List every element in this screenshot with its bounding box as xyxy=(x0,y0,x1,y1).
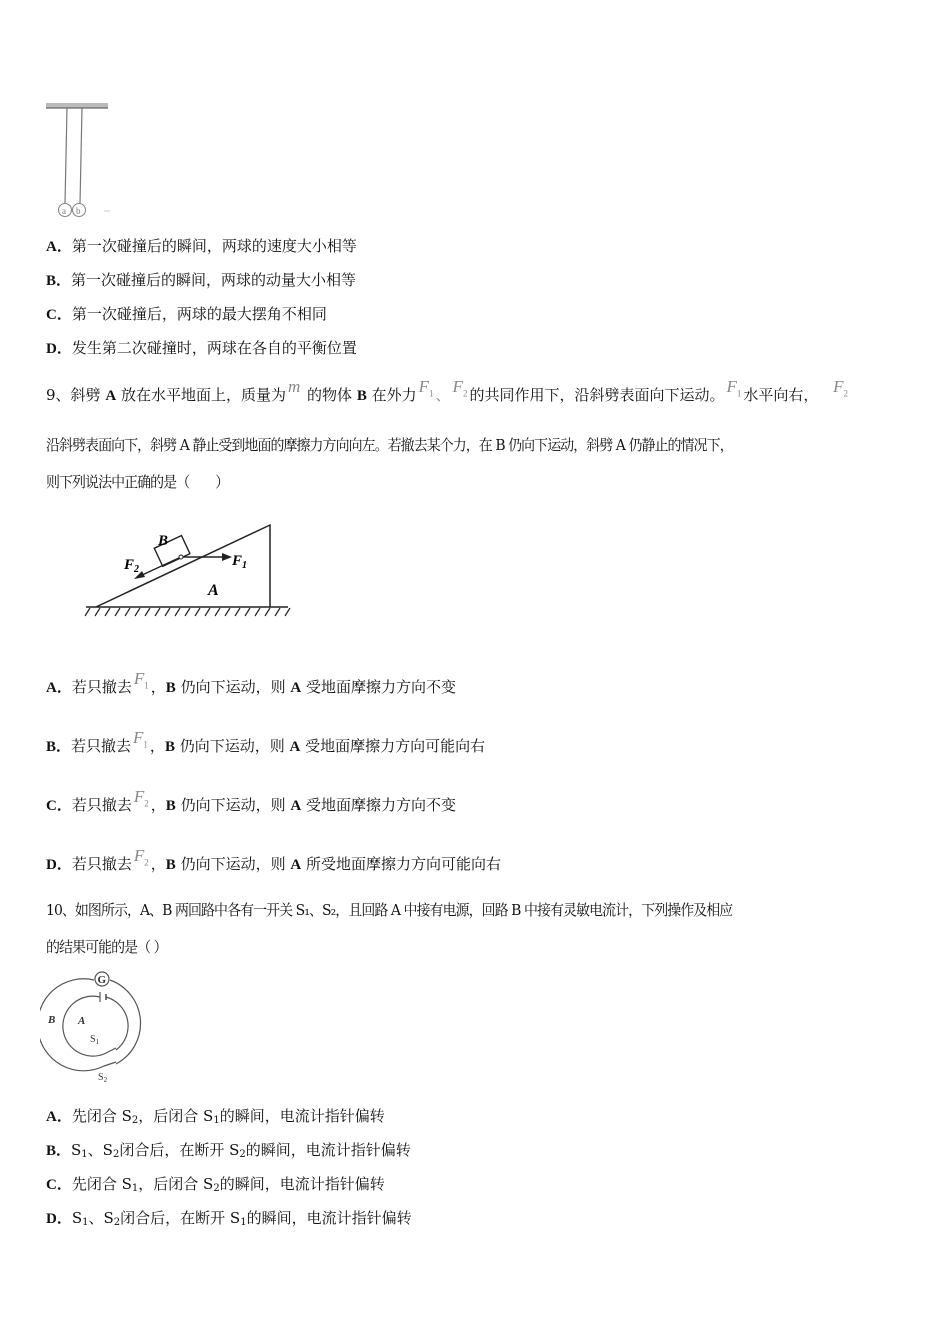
text: S xyxy=(71,1141,82,1159)
ball-b-label: b xyxy=(76,206,81,216)
option-text: 第一次碰撞后，两球的最大摆角不相同 xyxy=(71,305,327,323)
s-symbol: S xyxy=(98,1072,104,1083)
subscript: 2 xyxy=(239,1149,246,1160)
label-a: A xyxy=(290,680,302,696)
f-symbol: F xyxy=(133,728,144,747)
option-text: 第一次碰撞后的瞬间，两球的速度大小相等 xyxy=(71,237,357,255)
galvanometer-label: G xyxy=(97,974,107,986)
s-symbol: S xyxy=(90,1034,96,1045)
text: 仍向下运动，则 xyxy=(180,796,286,814)
option-label: A． xyxy=(46,1109,72,1125)
label-b: B xyxy=(158,533,169,549)
q9-stem-line1 xyxy=(46,377,850,411)
text: 的瞬间，电流计指针偏转 xyxy=(219,1175,385,1193)
q8-option-d[interactable] xyxy=(46,338,357,359)
option-label: D． xyxy=(46,1211,72,1227)
q9-option-b[interactable] xyxy=(46,728,486,762)
label-b: B xyxy=(165,857,176,873)
loop-b-label: B xyxy=(48,1014,56,1026)
math-m xyxy=(286,377,302,396)
incline-figure xyxy=(84,515,294,625)
switch-s2-label xyxy=(98,1072,108,1084)
q10-option-c[interactable] xyxy=(46,1174,385,1199)
q10-option-d[interactable] xyxy=(46,1208,412,1233)
option-label: D． xyxy=(46,857,72,873)
f-symbol: F xyxy=(452,377,463,396)
text: ，后闭合 S xyxy=(138,1175,214,1193)
f-sub: 2 xyxy=(462,388,468,399)
subscript: 1 xyxy=(240,1217,247,1228)
text: 、S xyxy=(87,1141,113,1159)
option-text: 第一次碰撞后的瞬间，两球的动量大小相等 xyxy=(71,271,357,289)
text: 9、斜劈 xyxy=(46,386,101,404)
label-f1 xyxy=(231,553,247,571)
text: 若只撤去 xyxy=(71,678,132,696)
option-label: C． xyxy=(46,1177,72,1193)
text: 仍向下运动，则 xyxy=(180,678,286,696)
text: 的瞬间，电流计指针偏转 xyxy=(245,1141,411,1159)
subscript: 1 xyxy=(81,1149,88,1160)
f-sub: 1 xyxy=(143,739,148,750)
q10-option-a[interactable] xyxy=(46,1106,385,1131)
math-f1 xyxy=(724,377,743,399)
text: 闭合后，在断开 S xyxy=(119,1141,240,1159)
f-symbol: F xyxy=(726,377,737,396)
text: ， xyxy=(150,855,166,873)
q9-stem-line3: 则下列说法中正确的是（ ） xyxy=(46,473,229,491)
option-label: B． xyxy=(46,1143,72,1159)
q9-stem-line2: 沿斜劈表面向下，斜劈 A 静止受到地面的摩擦力方向向左。若撤去某个力，在 B 仍向下运动，斜劈 A 仍静止的情况下， xyxy=(46,436,733,454)
f-symbol: F xyxy=(133,787,145,806)
ball-a-label: a xyxy=(62,206,66,216)
label-b: B xyxy=(165,798,176,814)
f-symbol: F xyxy=(133,846,145,865)
q8-option-a[interactable] xyxy=(46,236,357,257)
text: 受地面摩擦力方向不变 xyxy=(305,678,456,696)
text: 的物体 xyxy=(307,386,353,404)
q9-option-d[interactable] xyxy=(46,846,501,880)
label-b: B xyxy=(356,388,367,404)
option-label: A． xyxy=(46,680,72,696)
f-sub: 1 xyxy=(429,388,434,399)
text: S xyxy=(71,1209,83,1227)
text: ， xyxy=(150,796,166,814)
subscript: 2 xyxy=(131,1115,139,1126)
f-symbol: F xyxy=(133,669,145,688)
f-sub: 2 xyxy=(843,388,849,399)
text: 受地面摩擦力方向不变 xyxy=(305,796,456,814)
text: 仍向下运动，则 xyxy=(180,855,286,873)
text: 闭合后，在断开 S xyxy=(120,1209,241,1227)
text: ，后闭合 S xyxy=(138,1107,214,1125)
math-f xyxy=(132,846,151,868)
subscript: 2 xyxy=(112,1149,120,1160)
math-f xyxy=(132,787,151,809)
m-symbol: m xyxy=(287,377,301,396)
subscript: 2 xyxy=(113,1217,121,1228)
q8-option-b[interactable] xyxy=(46,270,356,291)
q9-option-c[interactable] xyxy=(46,787,456,821)
f-sub: 1 xyxy=(736,388,742,399)
text: 若只撤去 xyxy=(71,737,132,755)
circuit-figure xyxy=(40,968,160,1086)
pendulum-figure xyxy=(40,100,120,220)
f-sub: 1 xyxy=(242,560,248,571)
option-label: A． xyxy=(46,239,72,255)
label-b: B xyxy=(165,680,176,696)
label-a: A xyxy=(289,739,301,755)
label-a: A xyxy=(290,798,302,814)
q10-stem-line1: 10、如图所示，A、B 两回路中各有一开关 S₁、S₂，且回路 A 中接有电源，回路 B 中接有灵敏电流计，下列操作及相应 xyxy=(46,901,733,919)
text: 若只撤去 xyxy=(71,855,132,873)
text: 若只撤去 xyxy=(71,796,132,814)
option-label: B． xyxy=(46,273,72,289)
math-f2 xyxy=(831,377,850,399)
math-f1 xyxy=(417,377,436,399)
text: 放在水平地面上，质量为 xyxy=(120,386,286,404)
option-label: D． xyxy=(46,341,72,357)
text: 的瞬间，电流计指针偏转 xyxy=(219,1107,385,1125)
f-sub: 2 xyxy=(134,564,140,575)
text: 所受地面摩擦力方向可能向右 xyxy=(305,855,501,873)
f-sub: 1 xyxy=(144,680,149,691)
q10-option-b[interactable] xyxy=(46,1140,411,1165)
option-label: C． xyxy=(46,307,72,323)
text: 在外力 xyxy=(371,386,417,404)
text: 先闭合 S xyxy=(71,1175,132,1193)
text: 、S xyxy=(88,1209,114,1227)
label-a: A xyxy=(105,388,117,404)
text: 、 xyxy=(435,386,451,404)
s-sub: 2 xyxy=(103,1076,108,1084)
subscript: 1 xyxy=(131,1183,139,1194)
f-symbol: F xyxy=(232,553,243,569)
label-b: B xyxy=(164,739,175,755)
q8-option-c[interactable] xyxy=(46,304,327,325)
text: 仍向下运动，则 xyxy=(179,737,285,755)
math-f xyxy=(131,728,150,750)
text: 受地面摩擦力方向可能向右 xyxy=(305,737,486,755)
f-symbol: F xyxy=(124,557,135,573)
text: 的共同作用下，沿斜劈表面向下运动。 xyxy=(469,386,725,404)
text: ， xyxy=(149,737,165,755)
subscript: 1 xyxy=(213,1115,220,1126)
math-f xyxy=(132,669,151,691)
text: 水平向右， xyxy=(743,386,819,404)
subscript: 1 xyxy=(82,1217,89,1228)
label-f2 xyxy=(123,557,139,575)
f-symbol: F xyxy=(833,377,844,396)
subscript: 2 xyxy=(213,1183,220,1194)
q9-option-a[interactable] xyxy=(46,669,456,703)
math-f2 xyxy=(451,377,470,399)
f-sub: 2 xyxy=(144,798,149,809)
switch-s1-label xyxy=(90,1034,100,1046)
label-a: A xyxy=(290,857,302,873)
text: 的瞬间，电流计指针偏转 xyxy=(246,1209,412,1227)
option-label: C． xyxy=(46,798,72,814)
option-text: 发生第二次碰撞时，两球在各自的平衡位置 xyxy=(71,339,357,357)
q10-stem-line2: 的结果可能的是（ ） xyxy=(46,938,167,956)
f-sub: 2 xyxy=(144,857,149,868)
option-label: B． xyxy=(46,739,72,755)
label-a: A xyxy=(208,582,219,599)
text: 先闭合 S xyxy=(71,1107,132,1125)
text: ， xyxy=(150,678,166,696)
loop-a-label: A xyxy=(78,1015,86,1027)
s-sub: 1 xyxy=(95,1038,100,1046)
f-symbol: F xyxy=(418,377,430,396)
